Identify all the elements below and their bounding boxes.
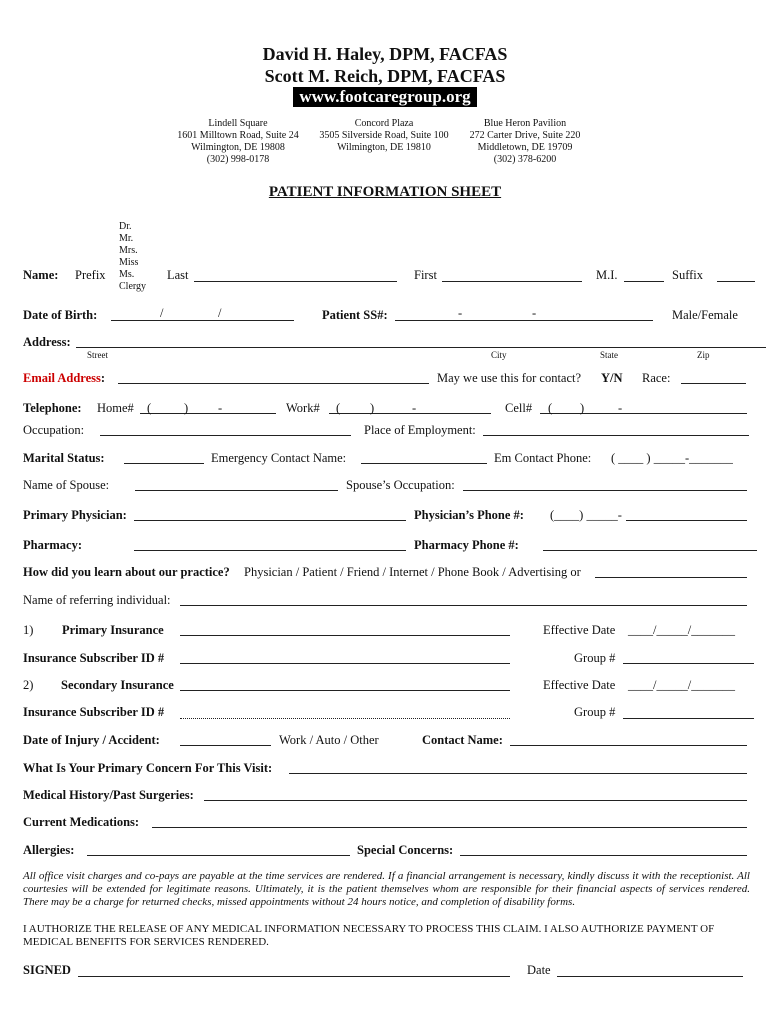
spouse-name-field[interactable] bbox=[135, 490, 338, 491]
current-medications-label: Current Medications: bbox=[23, 815, 140, 829]
cell-paren-close: ) bbox=[580, 401, 585, 415]
referral-question: How did you learn about our practice? bbox=[23, 565, 230, 579]
prefix-option[interactable]: Dr. bbox=[119, 221, 132, 232]
city-hint: City bbox=[491, 350, 507, 360]
physician-phone-format: (____) _____- bbox=[550, 508, 622, 522]
prefix-option[interactable]: Mrs. bbox=[119, 245, 138, 256]
emergency-phone-label: Em Contact Phone: bbox=[494, 451, 592, 465]
employment-label: Place of Employment: bbox=[364, 423, 476, 437]
emergency-phone-field[interactable]: ( ____ ) _____-_______ bbox=[611, 451, 733, 465]
marital-status-field[interactable] bbox=[124, 463, 204, 464]
work-dash: - bbox=[412, 401, 417, 415]
last-name-label: Last bbox=[167, 268, 189, 282]
pharmacy-label: Pharmacy: bbox=[23, 538, 83, 552]
marital-status-label: Marital Status: bbox=[23, 451, 105, 465]
cell-phone-field[interactable] bbox=[540, 413, 747, 414]
primary-insurance-label: Primary Insurance bbox=[62, 623, 164, 637]
referring-individual-field[interactable] bbox=[180, 605, 747, 606]
primary-subscriber-id-field[interactable] bbox=[180, 663, 510, 664]
home-phone-field[interactable] bbox=[140, 413, 276, 414]
race-label: Race: bbox=[642, 371, 671, 385]
prefix-option[interactable]: Miss bbox=[119, 257, 139, 268]
spouse-occupation-field[interactable] bbox=[463, 490, 747, 491]
primary-group-number-field[interactable] bbox=[623, 663, 754, 664]
office-blue-heron-pavilion bbox=[445, 118, 605, 166]
allergies-label: Allergies: bbox=[23, 843, 75, 857]
prefix-option[interactable]: Clergy bbox=[119, 281, 147, 292]
pharmacy-phone-field[interactable] bbox=[543, 550, 757, 551]
work-paren-open: ( bbox=[336, 401, 341, 415]
prefix-label: Prefix bbox=[75, 268, 106, 282]
prefix-option[interactable]: Mr. bbox=[119, 233, 134, 244]
emergency-contact-field[interactable] bbox=[361, 463, 487, 464]
state-hint: State bbox=[600, 350, 618, 360]
address-field[interactable] bbox=[76, 347, 766, 348]
secondary-group-number-field[interactable] bbox=[623, 718, 754, 719]
cell-dash: - bbox=[618, 401, 623, 415]
cell-phone-label: Cell# bbox=[505, 401, 533, 415]
injury-date-label: Date of Injury / Accident: bbox=[23, 733, 160, 747]
primary-concern-label: What Is Your Primary Concern For This Visit: bbox=[23, 761, 273, 775]
race-field[interactable] bbox=[681, 383, 746, 384]
special-concerns-label: Special Concerns: bbox=[357, 843, 454, 857]
ssn-dash: - bbox=[532, 306, 537, 320]
contact-name-label: Contact Name: bbox=[422, 733, 503, 747]
dob-slash: / bbox=[160, 306, 164, 320]
work-paren-close: ) bbox=[370, 401, 375, 415]
spouse-occupation-label: Spouse’s Occupation: bbox=[346, 478, 455, 492]
website-link[interactable]: www.footcaregroup.org bbox=[293, 87, 477, 107]
special-concerns-field[interactable] bbox=[460, 855, 747, 856]
effective-date-label: Effective Date bbox=[543, 678, 616, 692]
primary-effective-date-field[interactable]: ____/_____/_______ bbox=[628, 623, 735, 637]
subscriber-id-label: Insurance Subscriber ID # bbox=[23, 651, 165, 665]
office-street: 3505 Silverside Road, Suite 100 bbox=[319, 130, 449, 141]
middle-initial-label: M.I. bbox=[596, 268, 618, 282]
contact-permission-question: May we use this for contact? bbox=[437, 371, 582, 385]
ssn-label: Patient SS#: bbox=[322, 308, 388, 322]
first-name-field[interactable] bbox=[442, 281, 582, 282]
form-title: PATIENT INFORMATION SHEET bbox=[268, 184, 502, 200]
last-name-field[interactable] bbox=[194, 281, 397, 282]
office-phone: (302) 378-6200 bbox=[493, 154, 557, 165]
first-name-label: First bbox=[414, 268, 437, 282]
primary-insurance-field[interactable] bbox=[180, 635, 510, 636]
contact-name-field[interactable] bbox=[510, 745, 747, 746]
email-label: Email Address bbox=[23, 371, 101, 385]
home-paren-open: ( bbox=[147, 401, 152, 415]
medical-history-label: Medical History/Past Surgeries: bbox=[23, 788, 194, 802]
office-city: Wilmington, DE 19810 bbox=[337, 142, 431, 153]
office-phone: (302) 998-0178 bbox=[206, 154, 270, 165]
injury-date-field[interactable] bbox=[180, 745, 271, 746]
primary-concern-field[interactable] bbox=[289, 773, 747, 774]
office-name: Blue Heron Pavilion bbox=[483, 118, 567, 129]
date-of-birth-field[interactable] bbox=[111, 320, 294, 321]
signature-field[interactable] bbox=[78, 976, 510, 977]
work-phone-field[interactable] bbox=[329, 413, 491, 414]
current-medications-field[interactable] bbox=[152, 827, 747, 828]
suffix-label: Suffix bbox=[672, 268, 704, 282]
referral-options[interactable]: Physician / Patient / Friend / Internet / Phone Book / Advertising or bbox=[244, 565, 581, 579]
referral-other-field[interactable] bbox=[595, 577, 747, 578]
primary-physician-label: Primary Physician: bbox=[23, 508, 127, 522]
authorization-text: I AUTHORIZE THE RELEASE OF ANY MEDICAL INFORMATION NECESSARY TO PROCESS THIS CLAIM. I ALSO AUTHORIZE PAYMENT OF MEDICAL BENEFITS FOR SERVICES RENDERED. bbox=[23, 923, 715, 948]
payment-policy-text: All office visit charges and co-pays are payable at the time services are rendered. If a financial arrangement is necessary, kindly discuss it with the receptionist. All courtesies will be extended for legitimate reasons. Ultimately, it is the patient themselves whom are responsible for their financial aspects of services rendered. There may be a charge for returned checks, missed appointments without 24 hours notice, and completion of disability forms. bbox=[23, 870, 750, 908]
work-phone-label: Work# bbox=[286, 401, 320, 415]
group-number-label: Group # bbox=[574, 651, 616, 665]
pharmacy-field[interactable] bbox=[134, 550, 406, 551]
prefix-option[interactable]: Ms. bbox=[119, 269, 135, 280]
signature-date-field[interactable] bbox=[557, 976, 743, 977]
referring-individual-label: Name of referring individual: bbox=[23, 593, 171, 607]
office-lindell-square bbox=[158, 118, 318, 166]
insurance-1-number: 1) bbox=[23, 623, 34, 637]
email-colon: : bbox=[100, 371, 106, 385]
ssn-field[interactable] bbox=[395, 320, 653, 321]
office-concord-plaza bbox=[304, 118, 464, 154]
suffix-field[interactable] bbox=[717, 281, 755, 282]
occupation-field[interactable] bbox=[100, 435, 351, 436]
doctor-name-2: Scott M. Reich, DPM, FACFAS bbox=[264, 66, 506, 86]
office-city: Wilmington, DE 19808 bbox=[191, 142, 285, 153]
subscriber-id-label: Insurance Subscriber ID # bbox=[23, 705, 165, 719]
physician-phone-field[interactable] bbox=[626, 520, 747, 521]
street-hint: Street bbox=[87, 350, 108, 360]
email-label-group bbox=[23, 371, 105, 386]
doctor-name-1: David H. Haley, DPM, FACFAS bbox=[262, 44, 508, 64]
ssn-dash: - bbox=[458, 306, 463, 320]
telephone-label: Telephone: bbox=[23, 401, 82, 415]
office-name: Lindell Square bbox=[208, 118, 268, 129]
dob-slash: / bbox=[218, 306, 222, 320]
employment-field[interactable] bbox=[483, 435, 749, 436]
medical-history-field[interactable] bbox=[204, 800, 747, 801]
office-street: 272 Carter Drive, Suite 220 bbox=[469, 130, 581, 141]
allergies-field[interactable] bbox=[87, 855, 350, 856]
office-city: Middletown, DE 19709 bbox=[477, 142, 573, 153]
spouse-name-label: Name of Spouse: bbox=[23, 478, 110, 492]
home-phone-label: Home# bbox=[97, 401, 134, 415]
address-label: Address: bbox=[23, 335, 71, 349]
primary-physician-field[interactable] bbox=[134, 520, 406, 521]
injury-type-options[interactable]: Work / Auto / Other bbox=[279, 733, 379, 747]
secondary-insurance-field[interactable] bbox=[180, 690, 510, 691]
occupation-label: Occupation: bbox=[23, 423, 85, 437]
email-field[interactable] bbox=[118, 383, 429, 384]
secondary-subscriber-id-field[interactable] bbox=[180, 718, 510, 719]
home-dash: - bbox=[218, 401, 223, 415]
emergency-contact-label: Emergency Contact Name: bbox=[211, 451, 347, 465]
middle-initial-field[interactable] bbox=[624, 281, 664, 282]
office-street: 1601 Milltown Road, Suite 24 bbox=[177, 130, 299, 141]
name-label: Name: bbox=[23, 268, 59, 282]
group-number-label: Group # bbox=[574, 705, 616, 719]
effective-date-label: Effective Date bbox=[543, 623, 616, 637]
secondary-insurance-label: Secondary Insurance bbox=[61, 678, 174, 692]
physician-phone-label: Physician’s Phone #: bbox=[414, 508, 524, 522]
insurance-2-number: 2) bbox=[23, 678, 34, 692]
pharmacy-phone-label: Pharmacy Phone #: bbox=[414, 538, 519, 552]
zip-hint: Zip bbox=[697, 350, 710, 360]
contact-permission-yn[interactable]: Y/N bbox=[601, 371, 623, 385]
secondary-effective-date-field[interactable]: ____/_____/_______ bbox=[628, 678, 735, 692]
home-paren-close: ) bbox=[184, 401, 189, 415]
sex-selector[interactable]: Male/Female bbox=[672, 308, 738, 322]
date-of-birth-label: Date of Birth: bbox=[23, 308, 98, 322]
signed-label: SIGNED bbox=[23, 963, 71, 977]
prefix-option-list bbox=[119, 221, 146, 293]
date-label: Date bbox=[527, 963, 551, 977]
office-name: Concord Plaza bbox=[354, 118, 414, 129]
cell-paren-open: ( bbox=[548, 401, 553, 415]
